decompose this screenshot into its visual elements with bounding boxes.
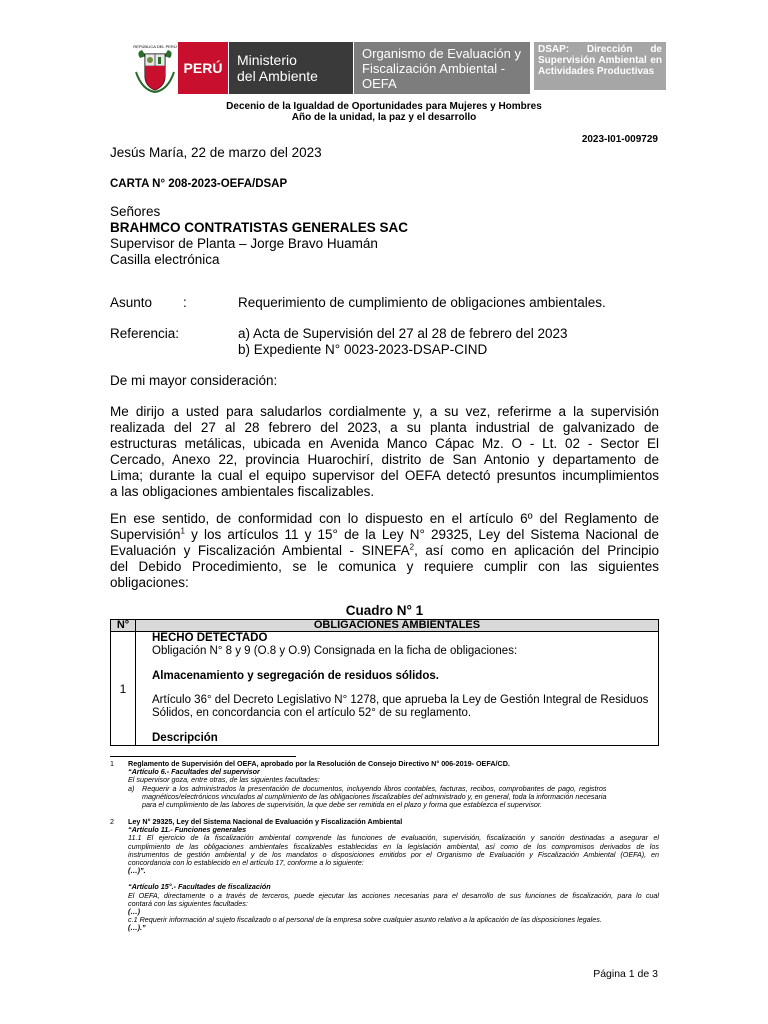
peru-label: PERÚ [183,60,223,76]
decenio-line2: Año de la unidad, la paz y el desarrollo [291,112,477,123]
referencia-list [238,326,567,358]
asunto-label: Asunto [110,295,153,310]
recipient-channel: Casilla electrónica [110,252,220,267]
row-number: 1 [111,632,136,746]
hecho-label: HECHO DETECTADO [152,632,268,644]
asunto-value: Requerimiento de cumplimiento de obligaciones ambientales. [238,295,606,310]
footnote-2 [128,818,659,933]
referencia-label: Referencia: [110,326,180,341]
oefa-logo [354,42,530,94]
p1-line: Cercado, Anexo 22, provincia Huarochirí, distrito de San Antonio y departamento de [110,452,659,467]
p1-line: Lima; durante la cual el equipo supervisor del OEFA detectó presuntos incumplimientos [110,468,659,483]
row-subtitle: Almacenamiento y segregación de residuos sólidos. [152,670,439,682]
fn2-article-11: “Artículo 11.- Funciones generales [128,825,247,835]
fn2-line: El OEFA, directamente o a través de terceros, puede ejecutar las acciones necesarias para el desarrollo de sus funciones de fiscalización, para lo cual [128,890,659,900]
col-header-number: N° [111,620,136,632]
p1-line: realizada del 27 al 28 febrero del 2023, a su planta industrial de galvanizado de [110,420,659,435]
recipient-block [110,204,408,268]
fn1-item-marker: a) [128,783,135,793]
fn2-line: c.1 Requerir información al sujeto fiscalizado o al personal de la empresa sobre cualquier asunto relativo a la aplicación de las disposiciones legales. [128,915,602,925]
letter-date: Jesús María, 22 de marzo del 2023 [110,145,322,160]
p1-line: Me dirijo a usted para saludarlos cordialmente y, a su vez, referirme a la supervisión [110,404,659,419]
fn1-text: El supervisor goza, entre otras, de las siguientes facultades: [128,775,320,785]
fn1-line: Requerir a los administrados la presentación de documentos, incluyendo libros contables, facturas, recibos, comprobantes de pago, registros [142,783,607,793]
fn1-line: para el cumplimiento de las labores de supervisión, la que debe ser remitida en el plazo y forma que establezca el supervisor. [142,800,543,810]
p1-line: a las obligaciones ambientales fiscalizables. [110,484,375,499]
peru-logo [178,42,228,94]
decenio-header [0,101,768,123]
footnote-ref-2[interactable]: 2 [409,542,415,552]
ministry-line2: del Ambiente [237,68,318,84]
fn2-line: 11.1 El ejercicio de la fiscalización ambiental comprende las funciones de evaluación, supervisión, fiscalización y sanción destinadas a asegurar el [128,833,659,843]
p2-text: , así como en aplicación del Principio [414,543,659,558]
fn1-article: “Artículo 6.- Facultades del supervisor [128,767,260,777]
decenio-line1: Decenio de la Igualdad de Oportunidades para Mujeres y Hombres [226,101,542,112]
fn2-ellipsis: (…) [128,907,140,917]
table-header-row [111,620,659,632]
footnote-1-number: 1 [110,759,114,768]
oefa-line1: Organismo de Evaluación y [362,45,521,61]
fn1-item-a [128,785,659,810]
fn2-line: contará con las siguientes facultades: [128,898,248,908]
p2-line [110,527,659,543]
recipient-company: BRAHMCO CONTRATISTAS GENERALES SAC [110,220,409,235]
table-title: Cuadro N° 1 [345,603,424,618]
fn1-line: magnéticos/electrónicos vinculados al cumplimiento de las obligaciones fiscalizables del administrado y, en general, toda la información necesaria [142,791,607,801]
p2-line: En ese sentido, de conformidad con lo dispuesto en el artículo 6º del Reglamento de [110,511,659,526]
shield-caption: REPÚBLICA DEL PERÚ [133,44,177,49]
dsap-label: DSAP: Dirección de Supervisión Ambiental en Actividades Productivas [534,42,666,90]
fn2-ellipsis: (…)”. [128,866,146,876]
fn2-line: concordancia con lo establecido en el artículo 17, conforme a lo siguiente: [128,858,364,868]
articulo-line: Artículo 36° del Decreto Legislativo N° 1278, que aprueba la Ley de Gestión Integral de Residuos [152,694,649,706]
referencia-item-a: a) Acta de Supervisión del 27 al 28 de febrero del 2023 [238,326,568,341]
ministry-line1: Ministerio [237,52,297,68]
recipient-person: Supervisor de Planta – Jorge Bravo Huamán [110,236,378,251]
paragraph-2 [110,511,659,591]
recipient-salutation: Señores [110,204,161,219]
articulo-line: Sólidos, en concordancia con el artículo 52° de su reglamento. [152,707,472,719]
ministry-logo [229,42,353,94]
footnote-separator [110,756,296,757]
footnote-ref-1[interactable]: 1 [180,526,185,536]
descripcion-label: Descripción [152,732,218,744]
fn2-title: Ley N° 29325, Ley del Sistema Nacional de Evaluación y Fiscalización Ambiental [128,817,403,826]
row-content [136,632,659,746]
p2-line: obligaciones: [110,575,189,590]
table-row [111,632,659,746]
letter-reference-code: CARTA N° 208-2023-OEFA/DSAP [110,178,288,190]
referencia-item-b: b) Expediente N° 0023-2023-DSAP-CIND [238,342,488,357]
footnote-2-number: 2 [110,817,114,826]
paragraph-1 [110,404,659,500]
fn2-line: cumplimiento de las obligaciones ambientales fiscalizables establecidas en la legislación ambiental, así como de los compromisos derivados de los [128,841,659,851]
p2-text: Evaluación y Fiscalización Ambiental - SINEFA [110,543,410,558]
fn2-article-15: “Artículo 15°.- Facultades de fiscalización [128,882,271,892]
col-header-obligations: OBLIGACIONES AMBIENTALES [136,620,659,632]
p2-text: y los artículos 11 y 15° de la Ley N° 29325, Ley del Sistema Nacional de [185,527,659,542]
obligations-table [110,619,659,746]
p2-line: del Debido Procedimiento, se le comunica y requiere cumplir con las siguientes [110,559,659,574]
fn1-item-text [142,785,607,810]
p2-line [110,543,659,559]
coat-of-arms-icon [132,42,178,94]
page-number: Página 1 de 3 [593,968,658,980]
p1-line: estructuras metálicas, ubicada en Avenida Manco Cápac Mz. O - Lt. 02 - Sector El [110,436,659,451]
fn1-title: Reglamento de Supervisión del OEFA, aprobado por la Resolución de Consejo Directivo N° 006-2019- OEFA/CD. [128,759,510,768]
obligacion-text: Obligación N° 8 y 9 (O.8 y O.9) Consignada en la ficha de obligaciones: [152,645,518,657]
greeting: De mi mayor consideración: [110,373,278,388]
document-number: 2023-I01-009729 [581,134,658,145]
oefa-line2: Fiscalización Ambiental - OEFA [362,60,506,91]
fn2-ellipsis: (…).” [128,923,146,933]
footnote-1 [128,760,659,809]
asunto-colon: : [183,295,187,310]
p2-text: Supervisión [110,527,181,542]
fn2-line: instrumentos de gestión ambiental y de los mandatos o disposiciones emitidos por el Organismo de Evaluación y Fiscalización Ambiental (OEFA), en [128,849,659,859]
